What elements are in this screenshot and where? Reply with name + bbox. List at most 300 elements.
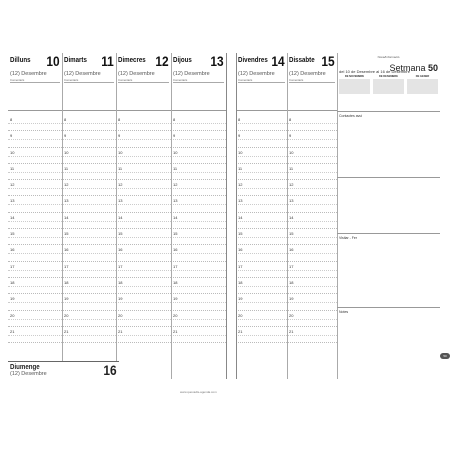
hour-row[interactable] bbox=[116, 115, 171, 131]
hour-row[interactable] bbox=[8, 311, 62, 327]
hour-row[interactable] bbox=[287, 196, 337, 212]
hour-label: 10 bbox=[118, 149, 123, 155]
hour-row[interactable] bbox=[116, 213, 171, 229]
mini-calendar-cell bbox=[386, 91, 390, 94]
hour-label: 11 bbox=[289, 165, 294, 171]
half-hour-line bbox=[116, 188, 171, 189]
half-hour-line bbox=[8, 286, 62, 287]
half-hour-line bbox=[171, 188, 226, 189]
half-hour-line bbox=[287, 172, 337, 173]
hour-row[interactable] bbox=[171, 131, 226, 147]
hour-label: 15 bbox=[118, 231, 123, 237]
hour-label: 15 bbox=[173, 231, 178, 237]
day-number: 14 bbox=[271, 53, 285, 69]
hour-row[interactable] bbox=[62, 131, 116, 147]
hour-row[interactable] bbox=[8, 327, 62, 343]
half-hour-line bbox=[116, 156, 171, 157]
hour-label: 18 bbox=[64, 279, 69, 285]
hour-row[interactable] bbox=[287, 311, 337, 327]
half-hour-line bbox=[287, 286, 337, 287]
mini-calendar-cell bbox=[434, 91, 438, 94]
day-name: Dilluns bbox=[10, 55, 31, 64]
hour-row[interactable] bbox=[171, 278, 226, 294]
hour-row[interactable] bbox=[236, 262, 287, 278]
sunday-number: 16 bbox=[103, 362, 117, 378]
hour-row[interactable] bbox=[236, 131, 287, 147]
hour-row[interactable] bbox=[62, 148, 116, 164]
hour-label: 16 bbox=[289, 247, 294, 253]
hour-list bbox=[171, 115, 226, 343]
notes-section[interactable] bbox=[337, 307, 440, 379]
half-hour-line bbox=[62, 286, 116, 287]
hour-label: 9 bbox=[10, 133, 13, 139]
half-hour-line bbox=[236, 253, 287, 254]
hour-row[interactable] bbox=[287, 294, 337, 310]
blank-section[interactable] bbox=[337, 177, 440, 233]
day-month: (12) Desembre bbox=[173, 71, 210, 77]
half-hour-line bbox=[171, 221, 226, 222]
day-month: (12) Desembre bbox=[10, 71, 47, 77]
hour-label: 13 bbox=[64, 198, 69, 204]
hour-row[interactable] bbox=[116, 262, 171, 278]
hour-label: 18 bbox=[238, 279, 243, 285]
hour-list bbox=[116, 115, 171, 343]
hour-row[interactable] bbox=[62, 229, 116, 245]
hour-row[interactable] bbox=[8, 229, 62, 245]
comment-label: Comentaris bbox=[64, 78, 79, 82]
comment-line[interactable] bbox=[10, 82, 60, 83]
footer-url: www.quovadis-agenda.com bbox=[180, 390, 217, 394]
day-month: (12) Desembre bbox=[118, 71, 155, 77]
comment-line[interactable] bbox=[118, 82, 169, 83]
column-divider bbox=[62, 53, 63, 379]
hour-label: 17 bbox=[238, 263, 243, 269]
half-hour-line bbox=[62, 204, 116, 205]
half-hour-line bbox=[236, 156, 287, 157]
half-hour-line bbox=[236, 270, 287, 271]
hour-label: 9 bbox=[289, 133, 292, 139]
half-hour-line bbox=[171, 156, 226, 157]
hour-row[interactable] bbox=[62, 262, 116, 278]
half-hour-line bbox=[116, 139, 171, 140]
half-hour-line bbox=[236, 286, 287, 287]
hour-row[interactable] bbox=[116, 278, 171, 294]
hour-row[interactable] bbox=[287, 229, 337, 245]
half-hour-line bbox=[236, 237, 287, 238]
hour-row[interactable] bbox=[116, 131, 171, 147]
hour-row[interactable] bbox=[62, 164, 116, 180]
comment-label: Comentaris bbox=[238, 78, 253, 82]
half-hour-line bbox=[8, 221, 62, 222]
half-hour-line bbox=[171, 335, 226, 336]
hour-row[interactable] bbox=[116, 196, 171, 212]
half-hour-line bbox=[171, 286, 226, 287]
hour-row[interactable] bbox=[236, 180, 287, 196]
hour-row[interactable] bbox=[62, 213, 116, 229]
page-tab[interactable]: 50 bbox=[440, 353, 450, 359]
mini-calendar-title: DE NOVEMBRE bbox=[344, 75, 365, 78]
hour-row[interactable] bbox=[287, 262, 337, 278]
half-hour-line bbox=[116, 270, 171, 271]
hour-label: 18 bbox=[289, 279, 294, 285]
hour-label: 10 bbox=[238, 149, 243, 155]
planner-spread bbox=[8, 53, 440, 379]
hour-label: 8 bbox=[10, 117, 13, 122]
half-hour-line bbox=[62, 253, 116, 254]
hour-label: 12 bbox=[64, 182, 69, 188]
half-hour-line bbox=[236, 139, 287, 140]
hour-label: 15 bbox=[289, 231, 294, 237]
hour-label: 19 bbox=[289, 296, 294, 302]
hour-row[interactable] bbox=[8, 115, 62, 131]
half-hour-line bbox=[287, 221, 337, 222]
half-hour-line bbox=[8, 319, 62, 320]
column-divider bbox=[287, 53, 288, 379]
sunday-box bbox=[8, 361, 119, 379]
hour-row[interactable] bbox=[8, 213, 62, 229]
page-gutter bbox=[236, 53, 237, 379]
hour-row[interactable] bbox=[171, 148, 226, 164]
half-hour-line bbox=[62, 335, 116, 336]
half-hour-line bbox=[171, 319, 226, 320]
day-name: Dimecres bbox=[118, 55, 146, 64]
hour-label: 18 bbox=[118, 279, 123, 285]
half-hour-line bbox=[8, 139, 62, 140]
hour-label: 15 bbox=[238, 231, 243, 237]
day-number: 12 bbox=[155, 53, 169, 69]
hour-label: 12 bbox=[289, 182, 294, 188]
day-column-thursday bbox=[171, 53, 226, 379]
hour-row[interactable] bbox=[8, 180, 62, 196]
half-hour-line bbox=[116, 286, 171, 287]
hour-row[interactable] bbox=[287, 278, 337, 294]
hour-label: 21 bbox=[64, 328, 69, 334]
hour-row[interactable] bbox=[171, 213, 226, 229]
half-hour-line bbox=[62, 319, 116, 320]
hour-row[interactable] bbox=[171, 180, 226, 196]
hour-row[interactable] bbox=[8, 278, 62, 294]
hour-row[interactable] bbox=[236, 115, 287, 131]
hour-label: 9 bbox=[64, 133, 67, 139]
hour-row[interactable] bbox=[171, 196, 226, 212]
hour-row[interactable] bbox=[62, 294, 116, 310]
hour-row[interactable] bbox=[8, 148, 62, 164]
hour-row[interactable] bbox=[236, 327, 287, 343]
hour-row[interactable] bbox=[8, 131, 62, 147]
half-hour-line bbox=[171, 123, 226, 124]
day-month: (12) Desembre bbox=[289, 71, 326, 77]
column-divider bbox=[171, 53, 172, 379]
half-hour-line bbox=[62, 237, 116, 238]
day-name: Dimarts bbox=[64, 55, 87, 64]
panel-top-note: Nova/Informació bbox=[377, 55, 400, 59]
hour-row[interactable] bbox=[8, 245, 62, 261]
hour-row[interactable] bbox=[116, 327, 171, 343]
half-hour-line bbox=[236, 123, 287, 124]
hour-row[interactable] bbox=[62, 311, 116, 327]
half-hour-line bbox=[171, 302, 226, 303]
hour-label: 16 bbox=[10, 247, 15, 253]
half-hour-line bbox=[287, 302, 337, 303]
comment-line[interactable] bbox=[64, 82, 114, 83]
hour-label: 9 bbox=[238, 133, 241, 139]
hour-label: 10 bbox=[173, 149, 178, 155]
week-number: 50 bbox=[427, 63, 438, 73]
hour-row[interactable] bbox=[287, 327, 337, 343]
hour-label: 9 bbox=[118, 133, 121, 139]
hour-label: 14 bbox=[238, 214, 243, 220]
hour-row[interactable] bbox=[8, 164, 62, 180]
sunday-month: (12) Desembre bbox=[10, 371, 47, 377]
half-hour-line bbox=[287, 188, 337, 189]
section-label: Notes bbox=[339, 310, 349, 314]
half-hour-line bbox=[116, 302, 171, 303]
half-hour-line bbox=[287, 237, 337, 238]
hour-label: 16 bbox=[238, 247, 243, 253]
hour-row[interactable] bbox=[62, 245, 116, 261]
half-hour-line bbox=[236, 302, 287, 303]
mini-calendar bbox=[339, 75, 370, 103]
hour-label: 13 bbox=[118, 198, 123, 204]
half-hour-line bbox=[116, 335, 171, 336]
half-hour-line bbox=[62, 302, 116, 303]
half-hour-line bbox=[171, 237, 226, 238]
half-hour-line bbox=[62, 188, 116, 189]
hour-row[interactable] bbox=[236, 278, 287, 294]
day-column-tuesday bbox=[62, 53, 116, 379]
hour-label: 11 bbox=[64, 165, 69, 171]
day-header bbox=[62, 53, 116, 111]
hour-row[interactable] bbox=[287, 164, 337, 180]
half-hour-line bbox=[171, 139, 226, 140]
hour-row[interactable] bbox=[116, 245, 171, 261]
section-label: Contactes avui bbox=[339, 114, 363, 118]
hour-row[interactable] bbox=[116, 229, 171, 245]
hour-row[interactable] bbox=[62, 180, 116, 196]
hour-list bbox=[287, 115, 337, 343]
sunday-name: Diumenge bbox=[10, 362, 40, 371]
half-hour-line bbox=[8, 270, 62, 271]
hour-label: 21 bbox=[118, 328, 123, 334]
hour-row[interactable] bbox=[62, 196, 116, 212]
hour-row[interactable] bbox=[236, 229, 287, 245]
day-column-friday bbox=[236, 53, 287, 379]
hour-label: 10 bbox=[64, 149, 69, 155]
hour-row[interactable] bbox=[171, 262, 226, 278]
mini-calendar-cell bbox=[416, 91, 420, 94]
half-hour-line bbox=[8, 237, 62, 238]
hour-row[interactable] bbox=[287, 180, 337, 196]
mini-calendar-cell bbox=[357, 91, 361, 94]
hour-label: 20 bbox=[238, 312, 243, 318]
day-number: 10 bbox=[46, 53, 60, 69]
page-gutter bbox=[226, 53, 227, 379]
half-hour-line bbox=[8, 302, 62, 303]
day-header bbox=[287, 53, 337, 111]
hour-label: 13 bbox=[289, 198, 294, 204]
hour-row[interactable] bbox=[236, 164, 287, 180]
comment-line[interactable] bbox=[238, 82, 285, 83]
hour-row[interactable] bbox=[287, 148, 337, 164]
mini-calendar-cell bbox=[425, 91, 429, 94]
hour-label: 19 bbox=[238, 296, 243, 302]
day-header bbox=[236, 53, 287, 111]
hour-row[interactable] bbox=[116, 311, 171, 327]
half-hour-line bbox=[116, 204, 171, 205]
day-month: (12) Desembre bbox=[238, 71, 275, 77]
hour-label: 16 bbox=[173, 247, 178, 253]
hour-label: 17 bbox=[118, 263, 123, 269]
mini-calendar-cell bbox=[373, 91, 377, 94]
half-hour-line bbox=[236, 172, 287, 173]
hour-row[interactable] bbox=[62, 278, 116, 294]
half-hour-line bbox=[62, 156, 116, 157]
hour-label: 11 bbox=[238, 165, 243, 171]
mini-calendar-cell bbox=[343, 91, 347, 94]
half-hour-line bbox=[116, 221, 171, 222]
half-hour-line bbox=[287, 204, 337, 205]
hour-label: 14 bbox=[289, 214, 294, 220]
half-hour-line bbox=[8, 204, 62, 205]
hour-label: 14 bbox=[10, 214, 15, 220]
half-hour-line bbox=[116, 319, 171, 320]
day-column-saturday bbox=[287, 53, 337, 379]
day-header bbox=[171, 53, 226, 111]
hour-row[interactable] bbox=[287, 245, 337, 261]
hour-label: 20 bbox=[289, 312, 294, 318]
half-hour-line bbox=[8, 172, 62, 173]
hour-row[interactable] bbox=[116, 164, 171, 180]
hour-label: 11 bbox=[118, 165, 123, 171]
mini-calendar-cell bbox=[411, 91, 415, 94]
hour-row[interactable] bbox=[116, 180, 171, 196]
hour-row[interactable] bbox=[236, 245, 287, 261]
hour-row[interactable] bbox=[116, 294, 171, 310]
half-hour-line bbox=[116, 253, 171, 254]
half-hour-line bbox=[8, 335, 62, 336]
hour-label: 20 bbox=[64, 312, 69, 318]
day-number: 15 bbox=[321, 53, 335, 69]
contacts-section[interactable] bbox=[337, 111, 440, 177]
half-hour-line bbox=[62, 270, 116, 271]
hour-label: 14 bbox=[118, 214, 123, 220]
hour-row[interactable] bbox=[236, 148, 287, 164]
hour-label: 21 bbox=[238, 328, 243, 334]
to-do-section[interactable] bbox=[337, 233, 440, 307]
mini-calendars bbox=[339, 75, 438, 103]
day-column-wednesday bbox=[116, 53, 171, 379]
hour-label: 10 bbox=[10, 149, 15, 155]
half-hour-line bbox=[236, 335, 287, 336]
hour-row[interactable] bbox=[62, 115, 116, 131]
hour-row[interactable] bbox=[236, 196, 287, 212]
half-hour-line bbox=[287, 319, 337, 320]
week-panel bbox=[337, 53, 440, 379]
hour-label: 19 bbox=[10, 296, 15, 302]
hour-row[interactable] bbox=[287, 115, 337, 131]
hour-label: 19 bbox=[118, 296, 123, 302]
mini-calendar-cell bbox=[429, 91, 433, 94]
hour-row[interactable] bbox=[236, 213, 287, 229]
hour-row[interactable] bbox=[287, 131, 337, 147]
mini-calendar-cell bbox=[366, 91, 370, 94]
week-prefix: Setmana bbox=[389, 63, 426, 73]
hour-row[interactable] bbox=[8, 294, 62, 310]
half-hour-line bbox=[116, 172, 171, 173]
hour-row[interactable] bbox=[236, 311, 287, 327]
hour-list bbox=[62, 115, 116, 343]
hour-label: 16 bbox=[64, 247, 69, 253]
half-hour-line bbox=[236, 221, 287, 222]
hour-row[interactable] bbox=[171, 164, 226, 180]
hour-row[interactable] bbox=[287, 213, 337, 229]
day-header bbox=[8, 53, 62, 111]
hour-row[interactable] bbox=[116, 148, 171, 164]
hour-row[interactable] bbox=[171, 245, 226, 261]
hour-label: 21 bbox=[289, 328, 294, 334]
hour-label: 8 bbox=[118, 117, 121, 122]
hour-row[interactable] bbox=[236, 294, 287, 310]
comment-label: Comentaris bbox=[118, 78, 133, 82]
comment-line[interactable] bbox=[173, 82, 224, 83]
half-hour-line bbox=[236, 188, 287, 189]
hour-list bbox=[8, 115, 62, 343]
hour-row[interactable] bbox=[8, 196, 62, 212]
hour-label: 12 bbox=[118, 182, 123, 188]
half-hour-line bbox=[116, 237, 171, 238]
day-name: Divendres bbox=[238, 55, 268, 64]
hour-row[interactable] bbox=[171, 294, 226, 310]
half-hour-line bbox=[171, 172, 226, 173]
day-number: 11 bbox=[101, 53, 114, 69]
comment-label: Comentaris bbox=[10, 78, 25, 82]
hour-label: 18 bbox=[173, 279, 178, 285]
hour-label: 18 bbox=[10, 279, 15, 285]
hour-label: 8 bbox=[64, 117, 67, 122]
hour-label: 21 bbox=[10, 328, 15, 334]
half-hour-line bbox=[8, 123, 62, 124]
hour-label: 21 bbox=[173, 328, 178, 334]
mini-calendar-cell bbox=[407, 91, 411, 94]
half-hour-line bbox=[62, 172, 116, 173]
hour-row[interactable] bbox=[171, 115, 226, 131]
hour-label: 20 bbox=[173, 312, 178, 318]
hour-label: 16 bbox=[118, 247, 123, 253]
half-hour-line bbox=[171, 253, 226, 254]
hour-label: 11 bbox=[10, 165, 15, 171]
hour-row[interactable] bbox=[171, 311, 226, 327]
comment-line[interactable] bbox=[289, 82, 335, 83]
hour-label: 19 bbox=[173, 296, 178, 302]
week-label bbox=[389, 63, 438, 73]
mini-calendar-cell bbox=[377, 91, 381, 94]
hour-label: 8 bbox=[238, 117, 241, 122]
hour-row[interactable] bbox=[171, 229, 226, 245]
hour-label: 14 bbox=[64, 214, 69, 220]
hour-row[interactable] bbox=[8, 262, 62, 278]
hour-row[interactable] bbox=[171, 327, 226, 343]
hour-label: 9 bbox=[173, 133, 176, 139]
hour-row[interactable] bbox=[62, 327, 116, 343]
hour-label: 11 bbox=[173, 165, 178, 171]
day-column-monday bbox=[8, 53, 62, 379]
hour-label: 19 bbox=[64, 296, 69, 302]
hour-label: 15 bbox=[64, 231, 69, 237]
hour-label: 17 bbox=[64, 263, 69, 269]
hour-label: 15 bbox=[10, 231, 15, 237]
hour-label: 8 bbox=[289, 117, 292, 122]
hour-label: 17 bbox=[173, 263, 178, 269]
